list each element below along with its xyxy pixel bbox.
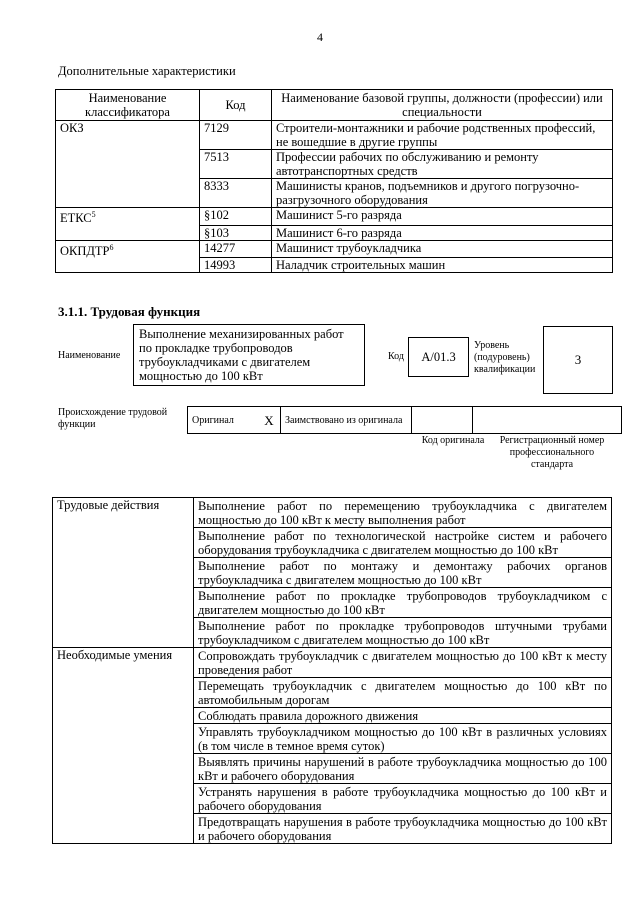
- table-row: [53, 678, 612, 708]
- name-cell: Машинист трубоукладчика: [272, 240, 613, 258]
- skill-item: Управлять трубоукладчиком мощностью до 100 кВт в различных условиях (в том числе в темное время суток): [194, 724, 612, 754]
- table-row: [56, 179, 613, 208]
- name-cell: Машинисты кранов, подъемников и другого погрузочно-разгрузочного оборудования: [272, 179, 613, 208]
- code-cell: 7129: [200, 121, 272, 150]
- footnote-marker: 5: [91, 210, 96, 219]
- classifier-cell: [56, 208, 200, 226]
- header-code: Код: [200, 90, 272, 121]
- page-number: 4: [317, 30, 323, 44]
- table-row: [53, 784, 612, 814]
- code-original-label: Код оригинала: [421, 435, 485, 446]
- original-mark: X: [258, 407, 281, 434]
- skill-item: Перемещать трубоукладчик с двигателем мощностью до 100 кВт по автомобильным дорогам: [194, 678, 612, 708]
- skill-item: Соблюдать правила дорожного движения: [194, 708, 612, 724]
- labor-action-item: Выполнение работ по технологической настройке систем и рабочего оборудования трубоукладчика с двигателем мощностью до 100 кВт: [194, 528, 612, 558]
- table-row: [53, 498, 612, 528]
- table-row: [56, 225, 613, 240]
- header-name: Наименование базовой группы, должности (профессии) или специальности: [272, 90, 613, 121]
- name-cell: Строители-монтажники и рабочие родственных профессий, не вошедшие в другие группы: [272, 121, 613, 150]
- reg-number-label: Регистрационный номер профессионального стандарта: [499, 435, 605, 470]
- table-row: [53, 558, 612, 588]
- classifier-cell: [56, 225, 200, 240]
- borrowed-label: Заимствовано из оригинала: [281, 407, 412, 434]
- extra-characteristics-title: Дополнительные характеристики: [58, 64, 236, 78]
- table-row: [53, 724, 612, 754]
- code-cell: 8333: [200, 179, 272, 208]
- classifier-cell: [56, 179, 200, 208]
- table-row: [53, 648, 612, 678]
- name-cell: Профессии рабочих по обслуживанию и ремонту автотранспортных средств: [272, 150, 613, 179]
- function-name-box: Выполнение механизированных работ по прокладке трубопроводов трубоукладчиками с двигателем мощностью до 100 кВт: [133, 324, 365, 386]
- origin-label: Происхождение трудовой функции: [58, 407, 168, 430]
- classifier-cell: [56, 150, 200, 179]
- table-row: [56, 258, 613, 273]
- footnote-marker: 6: [109, 242, 114, 252]
- name-cell: Машинист 5-го разряда: [272, 208, 613, 226]
- reg-number-cell: [473, 407, 622, 434]
- name-cell: Наладчик строительных машин: [272, 258, 613, 273]
- code-cell: 14277: [200, 240, 272, 258]
- skills-label: Необходимые умения: [53, 648, 194, 678]
- code-cell: §103: [200, 225, 272, 240]
- skill-item: Предотвращать нарушения в работе трубоукладчика мощностью до 100 кВт и рабочего оборудования: [194, 814, 612, 844]
- table-row: [56, 208, 613, 226]
- table-row: [53, 814, 612, 844]
- code-label: Код: [388, 351, 404, 362]
- code-original-cell: [412, 407, 473, 434]
- labor-action-item: Выполнение работ по прокладке трубопроводов трубоукладчиком с двигателем мощностью до 100 кВт: [194, 588, 612, 618]
- classifier-cell: [56, 258, 200, 273]
- code-cell: §102: [200, 208, 272, 226]
- classifier-table-header: [56, 90, 613, 121]
- classifier-name: ОКПДТР: [60, 243, 110, 258]
- original-label: Оригинал: [188, 407, 259, 434]
- table-row: [56, 150, 613, 179]
- classifier-name: ЕТКС: [60, 211, 92, 226]
- classifier-cell: ОКЗ: [56, 121, 200, 150]
- name-cell: Машинист 6-го разряда: [272, 225, 613, 240]
- qualification-level-box: 3: [543, 326, 613, 394]
- labor-action-item: Выполнение работ по монтажу и демонтажу рабочих органов трубоукладчика с двигателем мощностью до 100 кВт: [194, 558, 612, 588]
- table-row: [53, 754, 612, 784]
- classifier-table: [55, 89, 613, 273]
- origin-table: [187, 406, 622, 434]
- skill-item: Выявлять причины нарушений в работе трубоукладчика мощностью до 100 кВт и рабочего оборудования: [194, 754, 612, 784]
- labor-action-item: Выполнение работ по перемещению трубоукладчика с двигателем мощностью до 100 кВт к месту выполнения работ: [194, 498, 612, 528]
- table-row: [53, 618, 612, 648]
- labor-actions-label: Трудовые действия: [53, 498, 194, 528]
- table-row: [53, 708, 612, 724]
- qualification-level-label: Уровень (подуровень) квалификации: [474, 340, 536, 375]
- skill-item: Устранять нарушения в работе трубоукладчика мощностью до 100 кВт и рабочего оборудования: [194, 784, 612, 814]
- table-row: [56, 121, 613, 150]
- function-code-box: А/01.3: [408, 337, 469, 377]
- labor-action-item: Выполнение работ по прокладке трубопроводов штучными трубами трубоукладчиком с двигателем мощностью до 100 кВт: [194, 618, 612, 648]
- code-cell: 14993: [200, 258, 272, 273]
- table-row: [56, 240, 613, 258]
- code-cell: 7513: [200, 150, 272, 179]
- name-label: Наименование: [58, 350, 121, 361]
- table-row: [53, 528, 612, 558]
- skill-item: Сопровождать трубоукладчик с двигателем мощностью до 100 кВт к месту проведения работ: [194, 648, 612, 678]
- section-title: 3.1.1. Трудовая функция: [58, 304, 201, 319]
- labor-function-table: [52, 497, 612, 844]
- classifier-cell: [56, 240, 200, 258]
- table-row: [53, 588, 612, 618]
- header-classifier: Наименование классификатора: [56, 90, 200, 121]
